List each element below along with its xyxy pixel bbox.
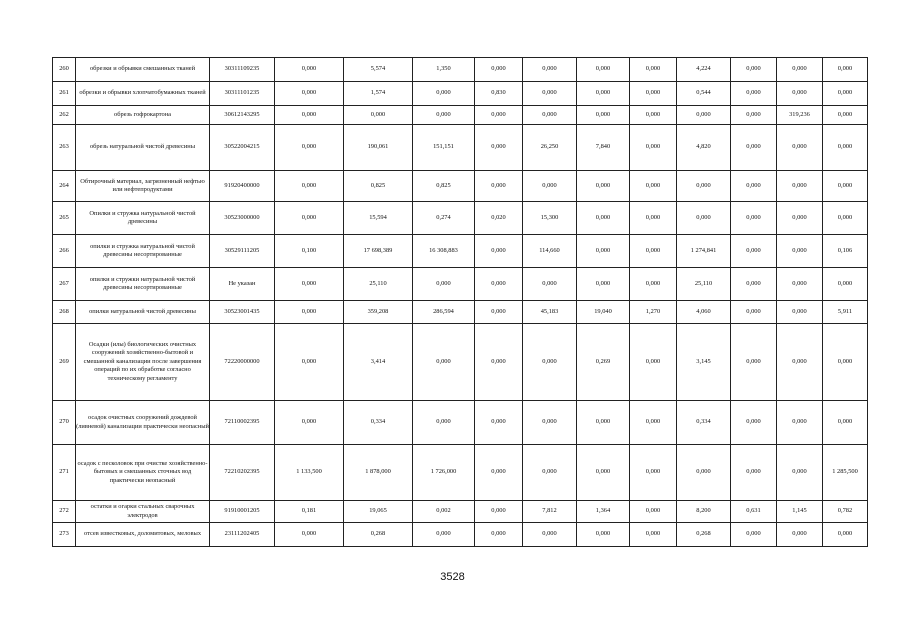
row-number: 262 <box>53 106 76 125</box>
value-cell: 0,631 <box>731 501 777 523</box>
value-cell: 0,000 <box>577 171 630 202</box>
value-cell: 0,000 <box>275 523 344 547</box>
value-cell: 0,000 <box>577 58 630 82</box>
value-cell: 0,830 <box>475 82 523 106</box>
value-cell: 4,224 <box>677 58 731 82</box>
fkko-code: 30612143295 <box>210 106 275 125</box>
value-cell: 4,820 <box>677 125 731 171</box>
fkko-code: 23111202405 <box>210 523 275 547</box>
table-row <box>53 106 868 125</box>
row-number: 266 <box>53 235 76 268</box>
value-cell: 0,000 <box>630 501 677 523</box>
value-cell: 1 878,000 <box>344 445 413 501</box>
value-cell: 0,000 <box>523 445 577 501</box>
value-cell: 1 726,000 <box>413 445 475 501</box>
value-cell: 0,106 <box>823 235 868 268</box>
value-cell: 0,000 <box>475 125 523 171</box>
row-number: 261 <box>53 82 76 106</box>
value-cell: 319,236 <box>777 106 823 125</box>
fkko-code: 72210202395 <box>210 445 275 501</box>
value-cell: 5,911 <box>823 301 868 324</box>
value-cell: 0,000 <box>731 401 777 445</box>
table-row <box>53 501 868 523</box>
fkko-code: 72110002395 <box>210 401 275 445</box>
value-cell: 0,000 <box>577 202 630 235</box>
value-cell: 190,061 <box>344 125 413 171</box>
value-cell: 0,000 <box>475 268 523 301</box>
value-cell: 0,000 <box>475 171 523 202</box>
fkko-code: 91920400000 <box>210 171 275 202</box>
waste-name: опилки и стружки натуральной чистой древесины несортированные <box>76 268 210 301</box>
value-cell: 0,000 <box>731 268 777 301</box>
value-cell: 0,000 <box>523 268 577 301</box>
row-number: 264 <box>53 171 76 202</box>
value-cell: 0,268 <box>677 523 731 547</box>
value-cell: 0,000 <box>523 523 577 547</box>
value-cell: 26,250 <box>523 125 577 171</box>
value-cell: 3,414 <box>344 324 413 401</box>
value-cell: 0,000 <box>823 268 868 301</box>
value-cell: 0,000 <box>777 523 823 547</box>
value-cell: 0,000 <box>630 125 677 171</box>
value-cell: 0,000 <box>577 445 630 501</box>
row-number: 271 <box>53 445 76 501</box>
value-cell: 0,000 <box>523 58 577 82</box>
value-cell: 0,000 <box>731 324 777 401</box>
value-cell: 17 698,389 <box>344 235 413 268</box>
value-cell: 0,000 <box>777 401 823 445</box>
value-cell: 0,000 <box>275 401 344 445</box>
value-cell: 0,544 <box>677 82 731 106</box>
value-cell: 0,000 <box>731 171 777 202</box>
value-cell: 0,000 <box>475 58 523 82</box>
value-cell: 0,000 <box>413 324 475 401</box>
value-cell: 0,000 <box>344 106 413 125</box>
value-cell: 0,000 <box>630 235 677 268</box>
value-cell: 5,574 <box>344 58 413 82</box>
value-cell: 0,000 <box>777 235 823 268</box>
value-cell: 0,269 <box>577 324 630 401</box>
value-cell: 0,825 <box>413 171 475 202</box>
value-cell: 0,000 <box>677 106 731 125</box>
value-cell: 3,145 <box>677 324 731 401</box>
page-number: 3528 <box>440 571 465 583</box>
value-cell: 0,000 <box>731 523 777 547</box>
value-cell: 0,000 <box>275 125 344 171</box>
value-cell: 0,000 <box>777 202 823 235</box>
row-number: 267 <box>53 268 76 301</box>
fkko-code: 72220000000 <box>210 324 275 401</box>
value-cell: 0,000 <box>630 82 677 106</box>
value-cell: 0,000 <box>275 171 344 202</box>
value-cell: 0,000 <box>731 82 777 106</box>
waste-name: Опилки и стружка натуральной чистой древесины <box>76 202 210 235</box>
waste-name: опилки натуральной чистой древесины <box>76 301 210 324</box>
value-cell: 0,825 <box>344 171 413 202</box>
value-cell: 0,000 <box>413 82 475 106</box>
value-cell: 0,334 <box>344 401 413 445</box>
value-cell: 114,660 <box>523 235 577 268</box>
value-cell: 0,274 <box>413 202 475 235</box>
row-number: 260 <box>53 58 76 82</box>
value-cell: 15,300 <box>523 202 577 235</box>
value-cell: 0,000 <box>823 523 868 547</box>
value-cell: 1,364 <box>577 501 630 523</box>
value-cell: 0,268 <box>344 523 413 547</box>
value-cell: 0,000 <box>275 82 344 106</box>
value-cell: 0,000 <box>275 106 344 125</box>
value-cell: 25,110 <box>344 268 413 301</box>
table-body <box>53 58 868 547</box>
row-number: 273 <box>53 523 76 547</box>
fkko-code: 30523000000 <box>210 202 275 235</box>
fkko-code: 30529111205 <box>210 235 275 268</box>
fkko-code: 30311101235 <box>210 82 275 106</box>
value-cell: 0,000 <box>475 501 523 523</box>
table-row <box>53 202 868 235</box>
table-row <box>53 401 868 445</box>
value-cell: 0,000 <box>475 106 523 125</box>
row-number: 265 <box>53 202 76 235</box>
value-cell: 0,000 <box>523 324 577 401</box>
value-cell: 0,000 <box>677 445 731 501</box>
value-cell: 0,000 <box>823 324 868 401</box>
value-cell: 0,000 <box>275 324 344 401</box>
value-cell: 0,000 <box>523 171 577 202</box>
value-cell: 0,000 <box>475 324 523 401</box>
value-cell: 0,000 <box>777 445 823 501</box>
fkko-code: Не указан <box>210 268 275 301</box>
value-cell: 16 308,883 <box>413 235 475 268</box>
waste-table <box>52 57 868 547</box>
value-cell: 0,334 <box>677 401 731 445</box>
value-cell: 1,350 <box>413 58 475 82</box>
value-cell: 0,000 <box>823 106 868 125</box>
value-cell: 0,000 <box>823 125 868 171</box>
value-cell: 19,065 <box>344 501 413 523</box>
table-row <box>53 445 868 501</box>
value-cell: 0,000 <box>777 82 823 106</box>
value-cell: 0,000 <box>275 301 344 324</box>
value-cell: 0,000 <box>577 106 630 125</box>
value-cell: 0,000 <box>630 445 677 501</box>
waste-name: отсев известковых, доломитовых, меловых <box>76 523 210 547</box>
table-row <box>53 58 868 82</box>
value-cell: 0,000 <box>475 523 523 547</box>
table-row <box>53 523 868 547</box>
row-number: 269 <box>53 324 76 401</box>
value-cell: 0,000 <box>677 171 731 202</box>
waste-name: обрезки и обрывки смешанных тканей <box>76 58 210 82</box>
value-cell: 359,208 <box>344 301 413 324</box>
waste-name: Обтирочный материал, загрязненный нефтью или нефтепродуктами <box>76 171 210 202</box>
value-cell: 0,002 <box>413 501 475 523</box>
value-cell: 0,000 <box>523 82 577 106</box>
value-cell: 0,000 <box>731 125 777 171</box>
value-cell: 0,000 <box>577 523 630 547</box>
value-cell: 1,270 <box>630 301 677 324</box>
waste-name: остатки и огарки стальных сварочных электродов <box>76 501 210 523</box>
value-cell: 0,000 <box>823 401 868 445</box>
value-cell: 0,000 <box>630 106 677 125</box>
value-cell: 0,000 <box>630 171 677 202</box>
value-cell: 0,000 <box>577 82 630 106</box>
value-cell: 0,000 <box>823 58 868 82</box>
value-cell: 0,000 <box>577 235 630 268</box>
value-cell: 1 274,841 <box>677 235 731 268</box>
waste-name: опилки и стружка натуральной чистой древесины несортированные <box>76 235 210 268</box>
value-cell: 7,812 <box>523 501 577 523</box>
value-cell: 0,000 <box>475 445 523 501</box>
value-cell: 0,000 <box>523 401 577 445</box>
value-cell: 19,040 <box>577 301 630 324</box>
value-cell: 0,000 <box>823 171 868 202</box>
waste-name: обрезки и обрывки хлопчатобумажных тканей <box>76 82 210 106</box>
value-cell: 0,000 <box>777 324 823 401</box>
value-cell: 0,000 <box>475 401 523 445</box>
value-cell: 0,000 <box>630 523 677 547</box>
value-cell: 0,000 <box>523 106 577 125</box>
value-cell: 25,110 <box>677 268 731 301</box>
waste-name: обрезь натуральной чистой древесины <box>76 125 210 171</box>
waste-name: Осадки (илы) биологических очистных сооружений хозяйственно-бытовой и смешанной канализации после завершения операций по их обработке согласно техническому регламенту <box>76 324 210 401</box>
value-cell: 0,000 <box>275 268 344 301</box>
value-cell: 0,000 <box>413 523 475 547</box>
value-cell: 4,060 <box>677 301 731 324</box>
value-cell: 0,000 <box>413 401 475 445</box>
fkko-code: 30523001435 <box>210 301 275 324</box>
value-cell: 0,020 <box>475 202 523 235</box>
value-cell: 0,000 <box>823 202 868 235</box>
table-row <box>53 235 868 268</box>
value-cell: 0,000 <box>577 268 630 301</box>
table-row <box>53 324 868 401</box>
value-cell: 0,000 <box>731 235 777 268</box>
value-cell: 0,000 <box>731 202 777 235</box>
value-cell: 0,000 <box>413 268 475 301</box>
value-cell: 0,000 <box>630 202 677 235</box>
value-cell: 0,000 <box>630 268 677 301</box>
value-cell: 0,000 <box>630 58 677 82</box>
value-cell: 151,151 <box>413 125 475 171</box>
value-cell: 0,000 <box>275 202 344 235</box>
value-cell: 0,782 <box>823 501 868 523</box>
value-cell: 0,000 <box>777 58 823 82</box>
value-cell: 0,000 <box>577 401 630 445</box>
waste-name: обрезь гофрокартона <box>76 106 210 125</box>
value-cell: 1 285,500 <box>823 445 868 501</box>
value-cell: 0,000 <box>731 301 777 324</box>
value-cell: 0,000 <box>777 171 823 202</box>
value-cell: 0,000 <box>475 235 523 268</box>
value-cell: 0,000 <box>777 301 823 324</box>
fkko-code: 30522004215 <box>210 125 275 171</box>
row-number: 268 <box>53 301 76 324</box>
value-cell: 7,840 <box>577 125 630 171</box>
value-cell: 0,000 <box>731 58 777 82</box>
value-cell: 0,000 <box>630 324 677 401</box>
table-row <box>53 301 868 324</box>
value-cell: 0,000 <box>777 125 823 171</box>
value-cell: 1 133,500 <box>275 445 344 501</box>
value-cell: 1,145 <box>777 501 823 523</box>
row-number: 270 <box>53 401 76 445</box>
waste-name: осадок очистных сооружений дождевой (ливневой) канализации практически неопасный <box>76 401 210 445</box>
table-row <box>53 82 868 106</box>
value-cell: 0,000 <box>275 58 344 82</box>
value-cell: 1,574 <box>344 82 413 106</box>
waste-name: осадок с песколовок при очистке хозяйственно-бытовых и смешанных сточных вод практически неопасный <box>76 445 210 501</box>
value-cell: 0,000 <box>475 301 523 324</box>
fkko-code: 30311109235 <box>210 58 275 82</box>
row-number: 272 <box>53 501 76 523</box>
value-cell: 0,000 <box>731 445 777 501</box>
value-cell: 15,594 <box>344 202 413 235</box>
value-cell: 0,000 <box>413 106 475 125</box>
value-cell: 0,000 <box>777 268 823 301</box>
value-cell: 286,594 <box>413 301 475 324</box>
value-cell: 0,181 <box>275 501 344 523</box>
value-cell: 45,183 <box>523 301 577 324</box>
fkko-code: 91910001205 <box>210 501 275 523</box>
value-cell: 0,000 <box>630 401 677 445</box>
table-row <box>53 125 868 171</box>
row-number: 263 <box>53 125 76 171</box>
value-cell: 0,000 <box>731 106 777 125</box>
value-cell: 0,000 <box>823 82 868 106</box>
value-cell: 0,000 <box>677 202 731 235</box>
value-cell: 8,200 <box>677 501 731 523</box>
table-row <box>53 171 868 202</box>
value-cell: 0,100 <box>275 235 344 268</box>
table-row <box>53 268 868 301</box>
